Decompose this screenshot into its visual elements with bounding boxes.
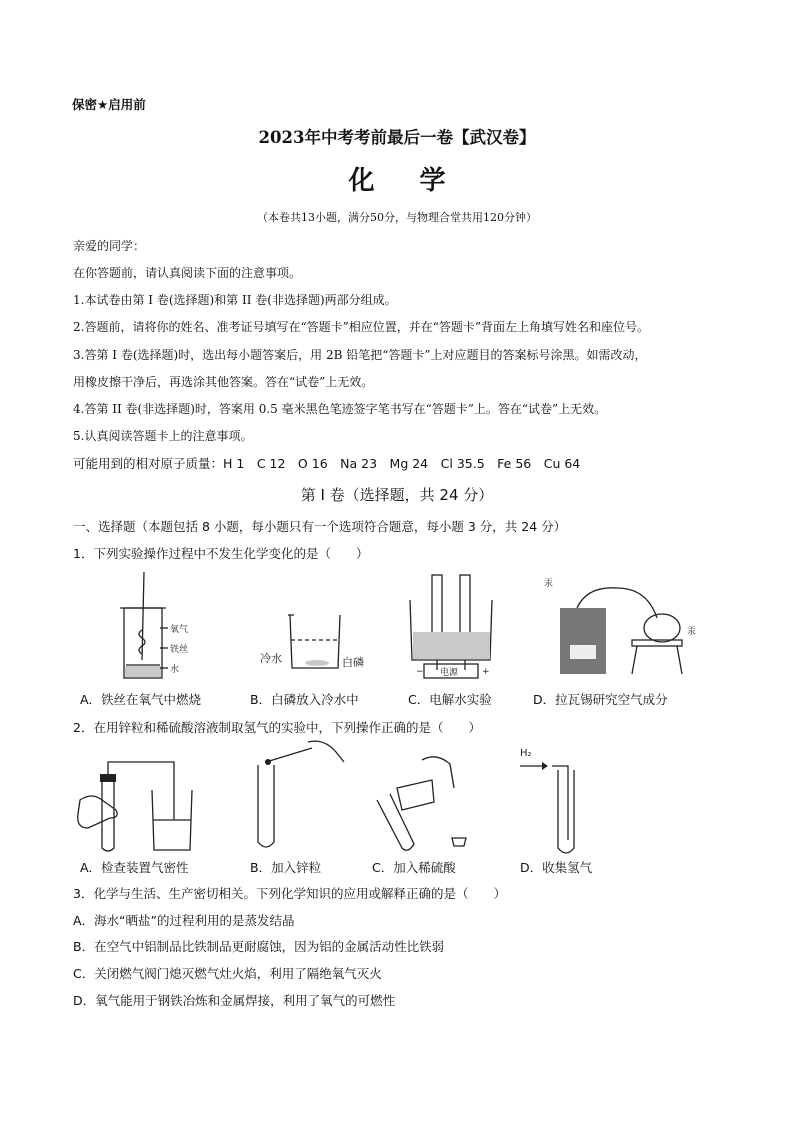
question-3-option-c: C．关闭燃气阀门熄灭燃气灶火焰，利用了隔绝氧气灭火 [73, 966, 382, 981]
figure-b-zinc [258, 741, 344, 847]
exam-title: 2023年中考考前最后一卷【武汉卷】 [258, 128, 536, 147]
atomic-masses: 可能用到的相对原子质量：H 1 C 12 O 16 Na 23 Mg 24 Cl 35.5 Fe 56 Cu 64 [73, 456, 581, 471]
question-2-stem: 2．在用锌粒和稀硫酸溶液制取氢气的实验中，下列操作正确的是（ ） [73, 720, 481, 735]
question-1-option-d: D．拉瓦锡研究空气成分 [533, 692, 668, 707]
question-1-option-c: C．电解水实验 [408, 692, 492, 707]
question-1-stem: 1．下列实验操作过程中不发生化学变化的是（ ） [73, 546, 369, 561]
notice-item: 3.答第 I 卷(选择题)时，选出每小题答案后，用 2B 铅笔把“答题卡”上对应题目的答案标号涂黑。如需改动， [73, 348, 647, 362]
notice-item: 用橡皮擦干净后，再选涂其他答案。答在“试卷”上无效。 [73, 375, 374, 389]
question-1-option-b: B．白磷放入冷水中 [250, 692, 359, 707]
label-oxygen: 氧气 [170, 625, 189, 635]
label-water: 水 [170, 665, 180, 675]
figure-a-iron-combustion [120, 572, 188, 678]
question-2-option-d: D．收集氢气 [520, 860, 593, 875]
figure-a-airtightness [78, 762, 192, 851]
question-1-figures [72, 570, 712, 685]
label-cold-water: 冷水 [260, 652, 282, 665]
notice-item: 2.答题前，请将你的姓名、准考证号填写在“答题卡”相应位置，并在“答题卡”背面左上角填写姓名和座位号。 [73, 320, 649, 334]
section-instruction: 一、选择题（本题包括 8 小题，每小题只有一个选项符合题意，每小题 3 分，共 24 分） [73, 519, 567, 534]
label-power: 电源 [440, 668, 459, 678]
notice-item: 4.答第 II 卷(非选择题)时，答案用 0.5 毫米黑色笔迹签字笔书写在“答题卡”上。答在“试卷”上无效。 [73, 402, 607, 416]
label-phosphorus: 白磷 [342, 656, 364, 669]
question-3-option-b: B．在空气中铝制品比铁制品更耐腐蚀，因为铝的金属活动性比铁弱 [73, 939, 445, 954]
question-1-option-a: A．铁丝在氧气中燃烧 [80, 692, 202, 707]
subject-title: 化 学 [348, 166, 464, 196]
question-3-option-d: D．氧气能用于钢铁冶炼和金属焊接，利用了氧气的可燃性 [73, 993, 396, 1008]
figure-c-electrolysis [410, 575, 492, 678]
question-2-option-b: B．加入锌粒 [250, 860, 322, 875]
notice-greeting: 亲爱的同学： [73, 239, 146, 253]
figure-d-lavoisier [544, 578, 696, 674]
question-3-option-a: A．海水“晒盐”的过程利用的是蒸发结晶 [73, 913, 295, 928]
notice-item: 1.本试卷由第 I 卷(选择题)和第 II 卷(非选择题)两部分组成。 [73, 293, 397, 307]
label-h2: H₂ [520, 748, 532, 759]
label-plus: + [482, 667, 490, 677]
exam-info: （本卷共13小题，满分50分，与物理合堂共用120分钟） [257, 211, 537, 224]
figure-b-phosphorus [260, 615, 364, 669]
figure-c-acid [377, 757, 466, 850]
part-heading: 第 I 卷（选择题，共 24 分） [300, 486, 494, 504]
confidential-mark: 保密★启用前 [72, 97, 146, 112]
label-mercury-left: 汞 [544, 579, 554, 589]
label-minus: − [416, 667, 424, 677]
label-wire: 铁丝 [170, 645, 189, 655]
figure-d-collect [520, 748, 574, 853]
notice-intro: 在你答题前，请认真阅读下面的注意事项。 [73, 266, 302, 280]
question-2-option-c: C．加入稀硫酸 [372, 860, 456, 875]
question-2-option-a: A．检查装置气密性 [80, 860, 189, 875]
question-3-stem: 3．化学与生活、生产密切相关。下列化学知识的应用或解释正确的是（ ） [73, 886, 506, 901]
question-2-figures [72, 740, 632, 855]
notice-item: 5.认真阅读答题卡上的注意事项。 [73, 429, 253, 443]
label-mercury-right: 汞 [687, 627, 697, 637]
